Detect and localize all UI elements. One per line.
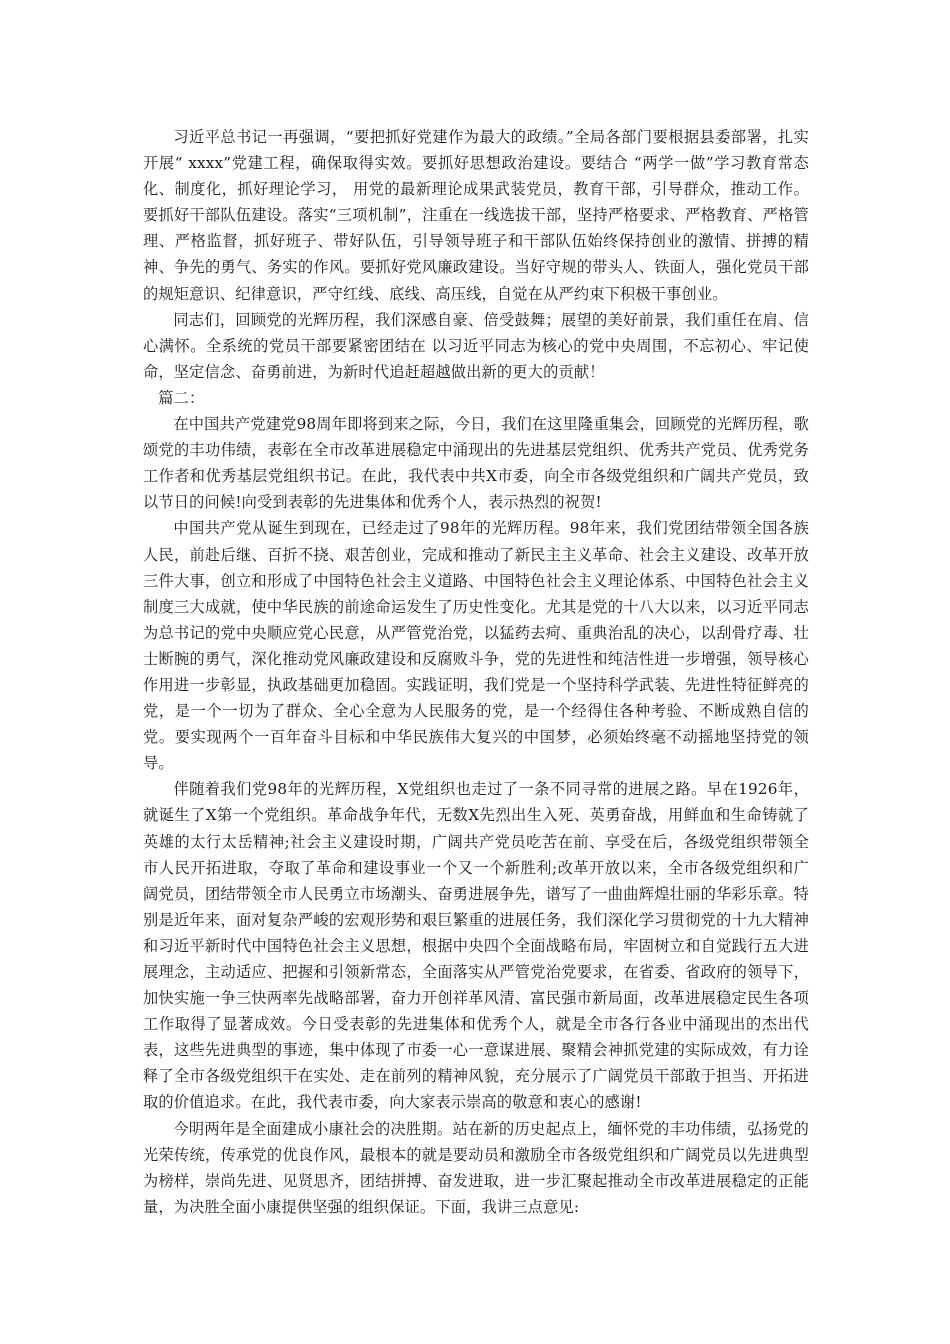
paragraph: 习近平总书记一再强调，“要把抓好党建作为最大的政绩。”全局各部门要根据县委部署，扎实开展“ xxxx”党建工程，确保取得实效。要抓好思想政治建设。要结合 “两学一做”学习教育常态化、制度化，抓好理论学习， 用党的最新理论成果武装党员，教育干部，引导群众，推动工作。要抓好干部队伍建设。落实“三项机制”，注重在一线选拔干部，坚持严格要求、严格教育、严格管理、严格监督，抓好班子、带好队伍，引导领导班子和干部队伍始终保持创业的激情、拼搏的精神、争先的勇气、务实的作风。要抓好党风廉政建设。当好守规的带头人、铁面人，强化党员干部的规矩意识、纪律意识，严守红线、底线、高压线，自觉在从严约束下积极干事创业。 bbox=[143, 128, 809, 303]
section-heading: 篇二： bbox=[158, 388, 205, 407]
paragraph: 同志们，回顾党的光辉历程，我们深感自豪、倍受鼓舞；展望的美好前景，我们重任在肩、信心满怀。全系统的党员干部要紧密团结在 以习近平同志为核心的党中央周围，不忘初心、牢记使命，坚定信念、奋勇前进，为新时代追赶超越做出新的更大的贡献！ bbox=[143, 310, 809, 381]
paragraph: 伴随着我们党98年的光辉历程，X党组织也走过了一条不同寻常的进展之路。早在1926年，就诞生了X第一个党组织。革命战争年代，无数X先烈出生入死、英勇奋战，用鲜血和生命铸就了英雄的太行太岳精神;社会主义建设时期，广阔共产党员吃苦在前、享受在后，各级党组织带领全市人民开拓进取，夺取了革命和建设事业一个又一个新胜利;改革开放以来，全市各级党组织和广阔党员，团结带领全市人民勇立市场潮头、奋勇进展争先，谱写了一曲曲辉煌壮丽的华彩乐章。特别是近年来，面对复杂严峻的宏观形势和艰巨繁重的进展任务，我们深化学习贯彻党的十九大精神和习近平新时代中国特色社会主义思想，根据中央四个全面战略布局，牢固树立和自觉践行五大进展理念，主动适应、把握和引领新常态，全面落实从严管党治党要求，在省委、省政府的领导下，加快实施一争三快两率先战略部署，奋力开创祥革风清、富民强市新局面，改革进展稳定民生各项工作取得了显著成效。今日受表彰的先进集体和优秀个人，就是全市各行各业中涌现出的杰出代表，这些先进典型的事迹，集中体现了市委一心一意谋进展、聚精会神抓党建的实际成效，有力诠释了全市各级党组织干在实处、走在前列的精神风貌，充分展示了广阔党员干部敢于担当、开拓进取的价值追求。在此，我代表市委，向大家表示崇高的敬意和衷心的感谢! bbox=[143, 780, 809, 1112]
paragraph: 中国共产党从诞生到现在，已经走过了98年的光辉历程。98年来，我们党团结带领全国各族人民，前赴后继、百折不挠、艰苦创业，完成和推动了新民主主义革命、社会主义建设、改革开放三件大事，创立和形成了中国特色社会主义道路、中国特色社会主义理论体系、中国特色社会主义制度三大成就，使中华民族的前途命运发生了历史性变化。尤其是党的十八大以来，以习近平同志为总书记的党中央顺应党心民意，从严管党治党，以猛药去疴、重典治乱的决心，以刮骨疗毒、壮士断腕的勇气，深化推动党风廉政建设和反腐败斗争，党的先进性和纯洁性进一步增强，领导核心作用进一步彰显，执政基础更加稳固。实践证明，我们党是一个坚持科学武装、先进性特征鲜亮的党，是一个一切为了群众、全心全意为人民服务的党，是一个经得住各种考验、不断成熟自信的党。要实现两个一百年奋斗目标和中华民族伟大复兴的中国梦，必须始终毫不动摇地坚持党的领导。 bbox=[143, 519, 809, 773]
paragraph: 今明两年是全面建成小康社会的决胜期。站在新的历史起点上，缅怀党的丰功伟绩，弘扬党的光荣传统，传承党的优良作风，最根本的就是要动员和激励全市各级党组织和广阔党员以先进典型为榜样，崇尚先进、见贤思齐，团结拼搏、奋发进取，进一步汇聚起推动全市改革进展稳定的正能量，为决胜全面小康提供坚强的组织保证。下面，我讲三点意见: bbox=[143, 1119, 809, 1216]
document-body bbox=[143, 124, 809, 1220]
paragraph: 在中国共产党建党98周年即将到来之际，今日，我们在这里隆重集会，回顾党的光辉历程，歌颂党的丰功伟绩，表彰在全市改革进展稳定中涌现出的先进基层党组织、优秀共产党员、优秀党务工作者和优秀基层党组织书记。在此，我代表中共X市委，向全市各级党组织和广阔共产党员，致以节日的问候!向受到表彰的先进集体和优秀个人，表示热烈的祝贺! bbox=[143, 415, 809, 512]
